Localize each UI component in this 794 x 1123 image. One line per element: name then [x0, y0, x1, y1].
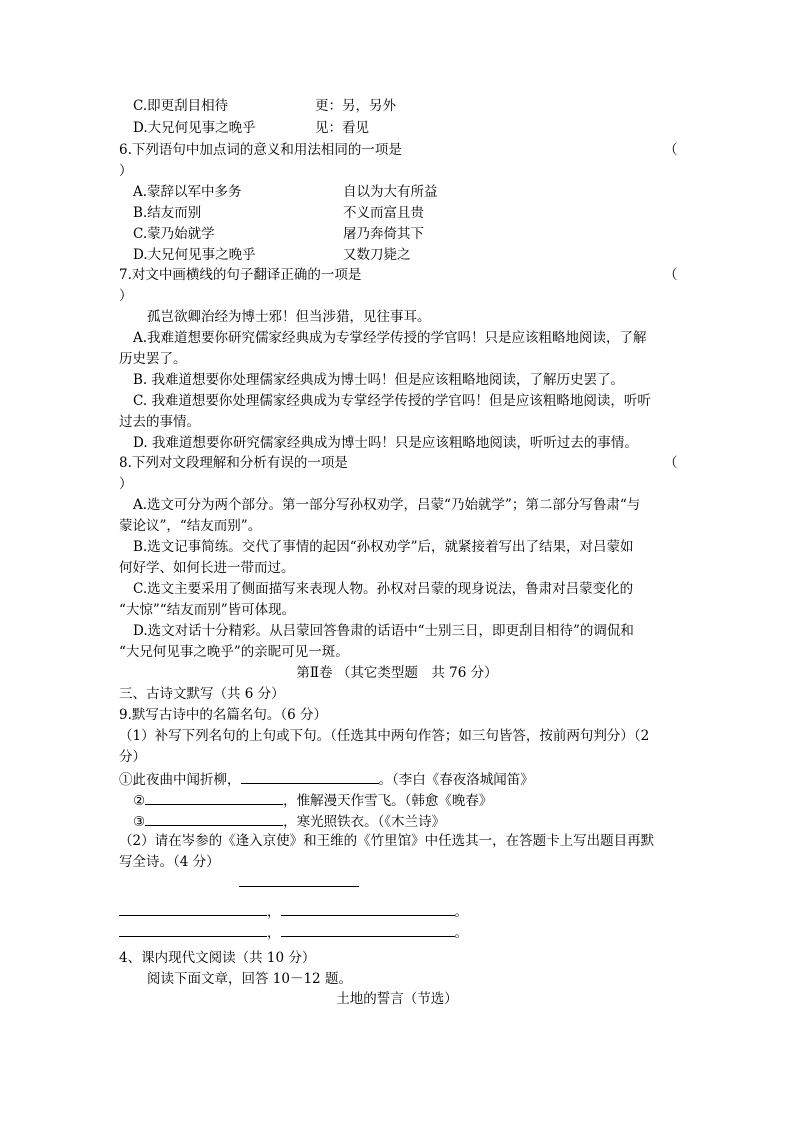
q8-option-c-line1: C.选文主要采用了侧面描写来表现人物。孙权对吕蒙的现身说法，鲁肃对吕蒙变化的: [133, 581, 634, 597]
q7-option-d: D. 我难道想要你研究儒家经典成为博士吗！只是应该粗略地阅读，听听过去的事情。: [133, 435, 638, 451]
q6-option-d-compare: 又数刀毙之: [343, 247, 411, 263]
fill-blank-2[interactable]: [145, 790, 283, 805]
part-two-title: 第Ⅱ卷 （其它类型题 共 76 分）: [296, 665, 498, 681]
q8-option-d-line2: “大兄何见事之晚乎”的亲昵可见一斑。: [119, 644, 349, 660]
q8-paren-open: （: [664, 455, 678, 471]
poem-blank-1b[interactable]: [281, 901, 455, 916]
q8-option-d-line1: D.选文对话十分精彩。从吕蒙回答鲁肃的话语中“士别三日，即更刮目相待”的调侃和: [133, 623, 634, 639]
q7-paren-close: ）: [119, 288, 133, 304]
q7-option-b: B. 我难道想要你处理儒家经典成为博士吗！但是应该粗略地阅读，了解历史罢了。: [133, 372, 625, 388]
q8-option-a-line1: A.选文可分为两个部分。第一部分写孙权劝学，吕蒙“乃始就学”；第二部分写鲁肃“与: [133, 497, 641, 513]
section-four-title: 4、课内现代文阅读（共 10 分）: [119, 950, 316, 966]
q8-option-b-line1: B.选文记事简练。交代了事情的起因“孙权劝学”后，就紧接着写出了结果，对吕蒙如: [133, 539, 634, 555]
q6-paren-open: （: [664, 142, 678, 158]
poem-blank-2a[interactable]: [119, 922, 267, 937]
section-four-instruction: 阅读下面文章，回答 10－12 题。: [147, 971, 352, 987]
q8-option-c-line2: “大惊”“结友而别”皆可体现。: [119, 602, 296, 618]
q8-option-a-line2: 蒙论议”，“结友而别”。: [119, 518, 262, 534]
q9-sub1-line1: （1）补写下列名句的上句或下句。（任选其中两句作答；如三句皆答，按前两句判分）（2: [119, 728, 650, 744]
q9-item-1: ①此夜曲中闻折柳， 。（李白《春夜洛城闻笛》: [119, 769, 534, 789]
q5-option-d: D.大兄何见事之晚乎: [133, 120, 256, 136]
q9-sub2-line1: （2）请在岑参的《逢入京使》和王维的《竹里馆》中任选其一，在答题卡上写出题目再默: [119, 833, 655, 849]
poem-answer-row-2: ， 。: [119, 922, 468, 942]
q9-sub2-line2: 写全诗。（4 分）: [119, 854, 220, 870]
q9-item-2: ② ，惟解漫天作雪飞。（韩愈《晚春》: [133, 790, 492, 810]
q5-option-c-gloss: 更：另，另外: [315, 98, 396, 114]
q5-option-c: C.即更刮目相待: [133, 98, 229, 114]
q6-option-d: D.大兄何见事之晚乎: [133, 247, 256, 263]
q7-option-c-line2: 过去的事情。: [119, 414, 200, 430]
q6-stem: 6.下列语句中加点词的意义和用法相同的一项是: [119, 142, 402, 158]
q6-option-b-compare: 不义而富且贵: [343, 205, 424, 221]
q7-option-a-line2: 历史罢了。: [119, 351, 187, 367]
section-three-title: 三、古诗文默写（共 6 分）: [119, 686, 285, 702]
poem-answer-row-1: ， 。: [119, 901, 468, 921]
q7-option-c-line1: C. 我难道想要你处理儒家经典成为专掌经学传授的学官吗！但是应该粗略地阅读，听听: [133, 393, 651, 409]
q9-item-3: ③ ，寒光照铁衣。（《木兰诗》: [133, 811, 445, 831]
q7-option-a-line1: A.我难道想要你研究儒家经典成为专掌经学传授的学官吗！只是应该粗略地阅读，了解: [133, 330, 647, 346]
q8-stem: 8.下列对文段理解和分析有误的一项是: [119, 455, 348, 471]
fill-blank-3[interactable]: [145, 811, 283, 826]
q9-sub1-line2: 分）: [119, 749, 146, 765]
q7-paren-open: （: [664, 267, 678, 283]
q6-option-b: B.结友而别: [133, 205, 202, 221]
poem-title-answer-line[interactable]: [239, 886, 359, 887]
article-title: 土地的誓言（节选）: [336, 991, 458, 1007]
fill-blank-1[interactable]: [241, 769, 379, 784]
q6-option-c: C.蒙乃始就学: [133, 226, 215, 242]
q6-option-a: A.蒙辞以军中多务: [133, 184, 242, 200]
q5-option-d-gloss: 见：看见: [315, 120, 369, 136]
q7-quote: 孤岂欲卿治经为博士邪！但当涉猎，见往事耳。: [147, 309, 431, 325]
q9-stem: 9.默写古诗中的名篇名句。（6 分）: [119, 707, 328, 723]
poem-blank-2b[interactable]: [281, 922, 455, 937]
q6-option-a-compare: 自以为大有所益: [343, 184, 438, 200]
poem-blank-1a[interactable]: [119, 901, 267, 916]
q6-option-c-compare: 屠乃奔倚其下: [343, 226, 424, 242]
q7-stem: 7.对文中画横线的句子翻译正确的一项是: [119, 267, 362, 283]
q8-option-b-line2: 何好学、如何长进一带而过。: [119, 560, 295, 576]
q8-paren-close: ）: [119, 476, 133, 492]
q6-paren-close: ）: [119, 163, 133, 179]
